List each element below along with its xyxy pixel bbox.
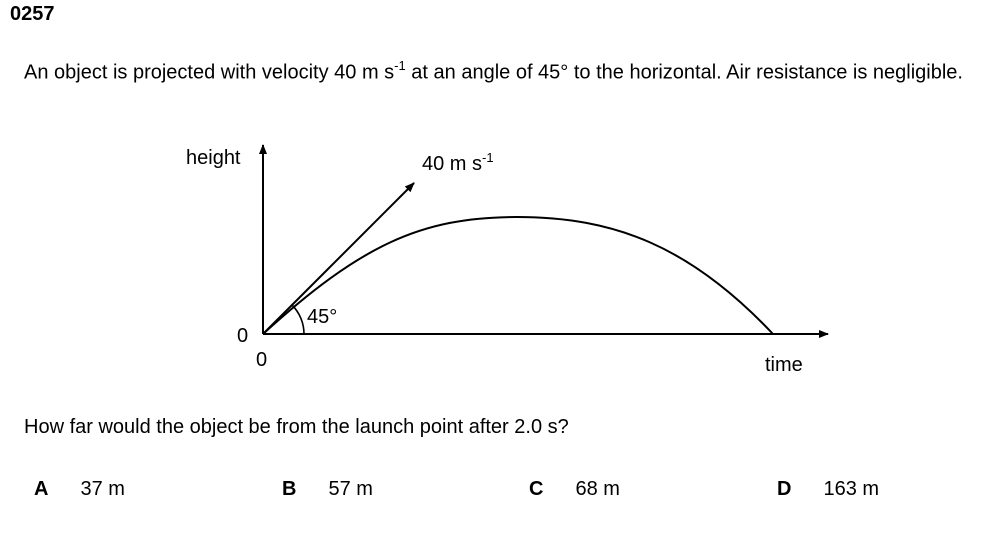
height-axis-label: height	[186, 147, 241, 169]
stem-text-2: at an angle of 45° to the horizontal. Air resistance is negligible.	[405, 61, 963, 84]
option-value: 163 m	[823, 478, 880, 500]
angle-label: 45°	[307, 306, 338, 328]
option-value: 68 m	[575, 478, 620, 500]
option-letter: C	[529, 478, 544, 500]
time-axis-label: time	[765, 354, 803, 376]
angle-arc	[292, 305, 304, 334]
option-value: 57 m	[328, 478, 373, 500]
option-d[interactable]	[777, 478, 879, 501]
x-origin-label: 0	[256, 349, 268, 371]
velocity-label-exponent: -1	[482, 150, 494, 165]
option-value: 37 m	[80, 478, 125, 500]
velocity-label	[422, 150, 494, 175]
stem-exponent: -1	[394, 58, 406, 73]
stem-text-1: An object is projected with velocity 40 m s	[24, 61, 395, 84]
option-b[interactable]	[282, 478, 373, 501]
velocity-arrow	[263, 183, 414, 334]
question-text: How far would the object be from the launch point after 2.0 s?	[24, 416, 569, 438]
option-c[interactable]	[529, 478, 620, 501]
velocity-label-text: 40 m s	[422, 153, 483, 175]
option-a[interactable]	[34, 478, 125, 501]
option-letter: B	[282, 478, 297, 500]
question-number: 0257	[10, 3, 55, 25]
option-letter: A	[34, 478, 49, 500]
y-origin-label: 0	[237, 325, 249, 347]
trajectory-curve	[263, 217, 773, 334]
option-letter: D	[777, 478, 792, 500]
